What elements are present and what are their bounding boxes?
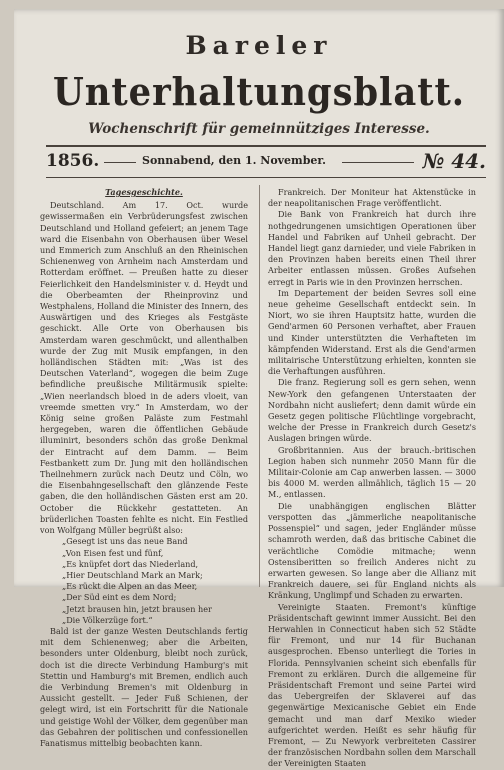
dateline-dash-right (342, 162, 414, 163)
article-paragraph: Großbritannien. Aus der brauch.-britischen Legion haben sich nunmehr 2050 Mann für die Militair-Colonie am Cap anwerben lassen. — 3000 bis 4000 M. werden allmählich, täglich 15 — 20 M., entlassen. (268, 444, 476, 500)
right-column (268, 187, 476, 770)
left-column (40, 187, 248, 749)
column-divider (259, 185, 260, 587)
top-rule (46, 145, 486, 147)
dateline (46, 151, 486, 173)
dateline-dash-left (104, 162, 136, 163)
verse-line: „Jetzt brausen hin, jetzt brausen her (62, 603, 212, 614)
verse-line: „Es rückt die Alpen an das Meer, (62, 581, 198, 592)
verse-line: „Es knüpfet dort das Niederland, (62, 558, 199, 569)
masthead-town: Bareler (185, 31, 333, 60)
verse-line: „Die Völkerzüge fort.“ (62, 614, 153, 625)
issue-year: 1856. (46, 151, 100, 171)
issue-date: Sonnabend, den 1. November. (142, 154, 326, 167)
verse-line: „Von Eisen fest und fünf, (62, 547, 164, 558)
article-paragraph: Im Departement der beiden Sevres soll eine neue geheime Gesellschaft entdeckt sein. In Niort, wo sie ihren Hauptsitz hatte, wurden die Gend'armen 60 Personen verhaftet, aber Frauen und Kinder unterstützten die Verhafteten im kämpfenden Widerstand. Erst als die Gend'armen militairische Unterstützung erhielten, konnten sie die Verhaftungen ausführen. (268, 287, 476, 377)
article-paragraph: Die unabhängigen englischen Blätter verspotten das „jämmerliche neapolitanische Possenspiel“ und sagen, jeder Engländer müsse schamroth werden, daß das britische Cabinet die verächtliche Comödie mitmache; wenn Ostensiberitten so freilich Anderes nicht zu erwarten gewesen. So lange aber die Allianz mit Frankreich dauere, sei für England nichts als Kränkung, Unglimpf und Schaden zu erwarten. (268, 500, 476, 601)
verse-line: „Hier Deutschland Mark an Mark; (62, 569, 203, 580)
article-paragraph: Frankreich. Der Moniteur hat Aktenstücke in der neapolitanischen Frage veröffentlicht. (268, 187, 476, 209)
verse-line: „Gesegt ist uns das neue Band (62, 536, 188, 547)
bottom-rule (46, 177, 486, 178)
article-paragraph: Deutschland. Am 17. Oct. wurde gewissermaßen ein Verbrüderungsfest zwischen Deutschland und Holland gefeiert; an jenem Tage ward die Eisenbahn von Oberhausen über Wesel und Emmerich zum Anschluß an den Rheinischen Schienenweg von Arnheim nach Amsterdam und Rotterdam eröffnet. — Preußen hatte zu dieser Feierlichkeit den Handelsminister v. d. Heydt und die Oberbeamten der Rheinprovinz und Westphalens, Holland die Minister des Innern, des Auswärtigen und des Krieges als Festgäste geschickt. Alle Orte von Oberhausen bis Amsterdam waren geschmückt, und allenthalben wurde der Zug mit Musik empfangen, in den holländischen Städten mit: „Was ist des Deutschen Vaterland“, wogegen die beim Zuge befindliche preußische Militärmusik spielte: „Wien neerlandsch bloed in de aders vloeit, van vreemde smetten vry.“ In Amsterdam, wo der König seine großen Paläste zum Festmahl hergegeben, waren die öffentlichen Gebäude illuminirt, besonders schön das große Denkmal der Eintracht auf dem Damm. — Beim Festbankett zum Dr. Jung mit den holländischen Theilnehmern zurück nach Deutz und Cöln, wo die Eisenbahngesellschaft den glänzende Feste gaben, die den holländischen Gästen erst am 20. October die Rückkehr gestatteten. An brüderlichen Toasten fehlte es nicht. Ein Festlied von Wolfgang Müller begrüßt also: (40, 200, 248, 536)
verse-line: „Der Süd eint es dem Nord; (62, 592, 177, 603)
article-paragraph: Die Bank von Frankreich hat durch ihre nothgedrungenen umsichtigen Operationen über Handel und Fabriken auf Unheil gebracht. Der Handel liegt ganz darnieder, und viele Fabriken in den Provinzen haben bereits einen Theil ihrer Arbeiter entlassen müssen. Großes Aufsehen erregt in Paris wie in den Provinzen herrschen. (268, 209, 476, 287)
newspaper-page (14, 9, 504, 769)
issue-number: № 44. (422, 149, 486, 173)
section-heading: Tagesgeschichte. (105, 187, 183, 197)
masthead-title: Unterhaltungsblatt. (53, 69, 465, 114)
article-paragraph: Bald ist der ganze Westen Deutschlands fertig mit dem Schienenweg; aber die Arbeiten, besonders unter Oldenburg, bleibt noch zurück, doch ist die directe Verbindung Hamburg's mit Stettin und Hamburg's mit Bremen, endlich auch die Verbindung Bremen's mit Oldenburg in Aussicht gestellt. — Jeder Fuß Schienen, der gelegt wird, ist ein Fortschritt für die Nationale und geistige Wohl der Völker, dem gegenüber man das Gebahren der politischen und confessionellen Fanatismus mittelbig beobachten kann. (40, 625, 248, 748)
article-paragraph: Die franz. Regierung soll es gern sehen, wenn New-York den gefangenen Unterstaaten der Nordbahn nicht ausliefert; denn damit würde ein Gesetz gegen politische Flüchtlinge vorgebracht, welche der Presse in Frankreich durch Gesetz's Auslagen bringen würde. (268, 377, 476, 444)
masthead-subtitle: Wochenschrift für gemeinnütziges Interesse. (88, 121, 430, 137)
article-paragraph: Vereinigte Staaten. Fremont's künftige Präsidentschaft gewinnt immer Aussicht. Bei den Herwahlen in Connecticut haben sich 52 Städte für Fremont, und nur 14 für Buchanan ausgesprochen. Ebenso unterliegt die Tories in Florida. Pennsylvanien scheint sich ebenfalls für Fremont zu erklären. Durch die allgemeine für Präsidentschaft Fremont und seine Partei wird das Uebergreifen der Sklaverei auf das gegenwärtige Mexicanische Gebiet ein Ende gemacht und man darf Mexiko wieder aufgerichtet werden. Heißt es sehr häufig für Fremont, — Zu Newyork verbreiteten Cassirer der französischen Nordbahn sollen dem Marschall der Vereinigten Staaten (268, 601, 476, 769)
